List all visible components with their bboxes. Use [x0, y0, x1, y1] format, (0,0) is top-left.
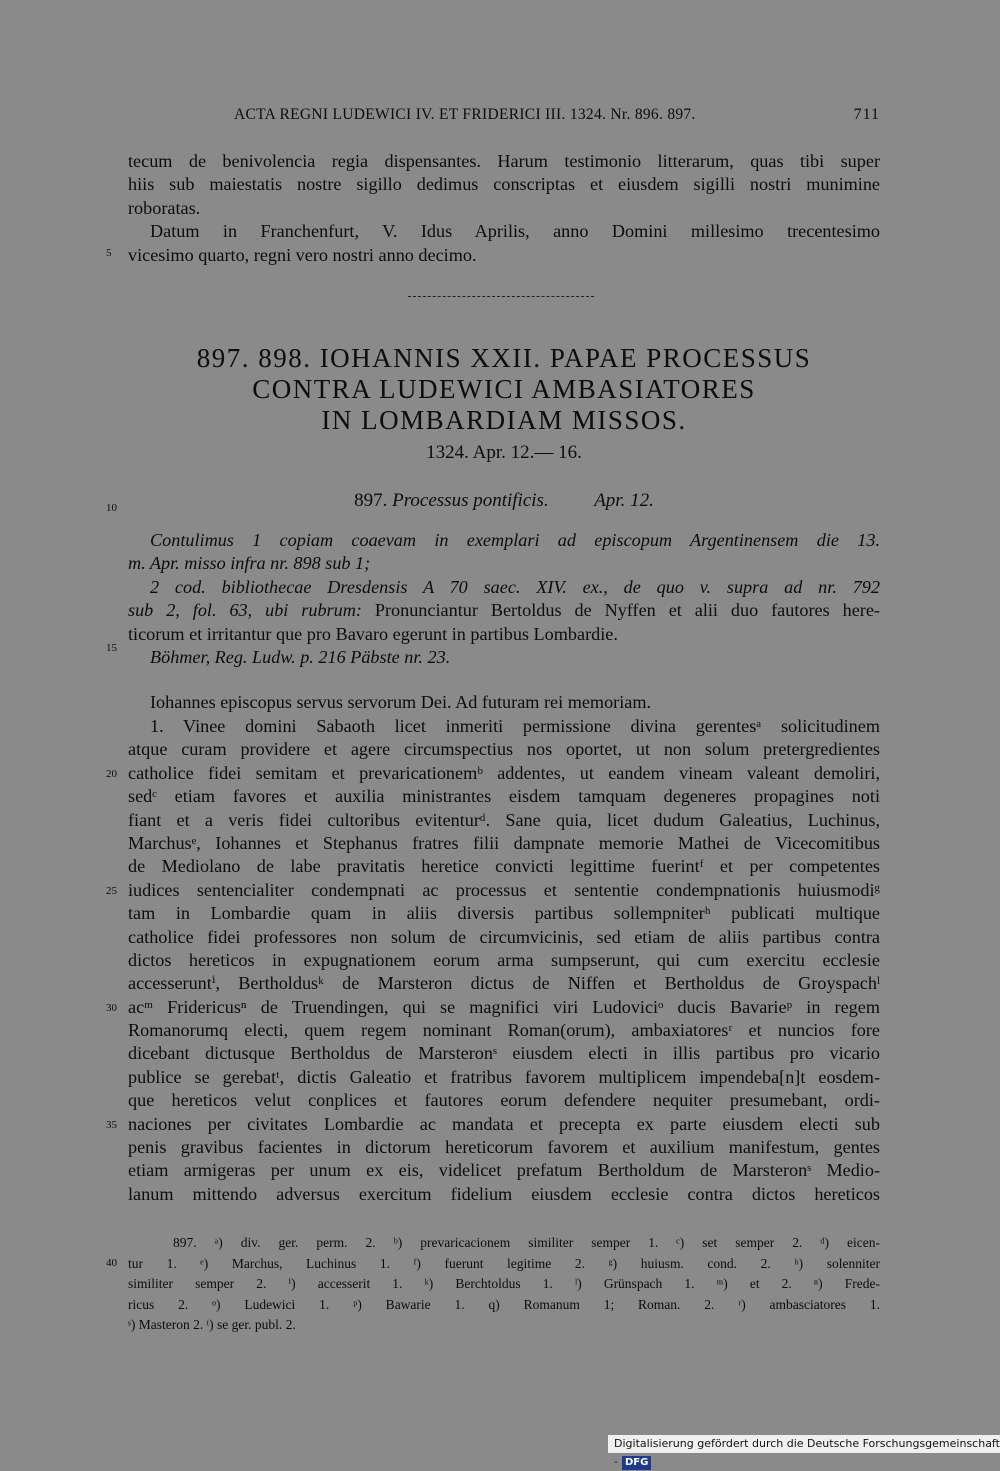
body-line: iudices sentencialiter condempnati ac processus et sententie condempnationis huiusmodiᵍ — [128, 879, 880, 900]
page-number: 711 — [853, 106, 880, 123]
line-number: 25 — [106, 885, 117, 897]
footnote-line: ricus 2. ᵒ) Ludewici 1. ᵖ) Bawarie 1. q) Romanum 1; Roman. 2. ʳ) ambasciatores 1. — [128, 1296, 880, 1312]
text-line: tecum de benivolencia regia dispensantes. Harum testimonio litterarum, quas tibi super — [128, 151, 880, 171]
source-line: m. Apr. misso infra nr. 898 sub 1; — [128, 553, 371, 574]
source-line: Contulimus 1 copiam coaevam in exemplari ad episcopum Argentinensem die 13. — [150, 530, 880, 550]
document-heading — [128, 490, 880, 512]
line-number: 5 — [106, 247, 112, 259]
body-line: dictos hereticos in expugnationem eorum arma sumpserunt, qui cum exercitu ecclesie — [128, 949, 880, 970]
dfg-logo: DFG — [622, 1456, 651, 1470]
document-number: 897. — [354, 490, 388, 511]
body-line: lanum mittendo adversus exercitum fidelium eiusdem ecclesie contra dictos hereticos — [128, 1183, 880, 1204]
footnote-line: tur 1. ᵉ) Marchus, Luchinus 1. ᶠ) fuerunt legitime 2. ᵍ) huiusm. cond. 2. ʰ) solenniter — [128, 1255, 880, 1271]
body-line: dicebant dictusque Bertholdus de Marsteronˢ eiusdem electi in illis partibus pro vicario — [128, 1043, 880, 1064]
source-rest: Pronunciantur Bertoldus de Nyffen et alii duo fautores here- — [361, 600, 880, 621]
body-line: tam in Lombardie quam in aliis diversis partibus sollempniterʰ publicati multique — [128, 903, 880, 924]
body-line: que hereticos velut conplices et fautores eorum defendere nequiter presumebant, ordi- — [128, 1090, 880, 1111]
body-line: 1. Vinee domini Sabaoth licet inmeriti permissione divina gerentesᵃ solicitudinem — [150, 716, 880, 736]
body-line: accesseruntⁱ, Bertholdusᵏ de Marsteron dictus de Niffen et Bertholdus de Groyspachˡ — [128, 973, 880, 994]
intro-line: Iohannes episcopus servus servorum Dei. Ad futuram rei memoriam. — [150, 692, 652, 712]
intro — [128, 691, 880, 714]
section-title-2: CONTRA LUDEWICI AMBASIATORES — [252, 374, 756, 404]
body-line: acᵐ Fridericusⁿ de Truendingen, qui se magnifici viri Ludoviciᵒ ducis Bavarieᵖ in regem — [128, 996, 880, 1017]
text-line: roboratas. — [128, 197, 201, 218]
source-notes — [128, 529, 880, 669]
text-line: vicesimo quarto, regni vero nostri anno decimo. — [128, 244, 477, 265]
footnote-line: ˢ) Masteron 2. ᵗ) se ger. publ. 2. — [128, 1317, 296, 1332]
main-text — [128, 715, 880, 1206]
top-paragraph — [128, 150, 880, 267]
section-title-3: IN LOMBARDIAM MISSOS. — [321, 405, 687, 435]
document-date: Apr. 12. — [594, 490, 654, 511]
body-line: atque curam providere et agere circumspectius nos oportet, ut non solum pretergredientes — [128, 739, 880, 760]
footnotes — [128, 1233, 880, 1336]
line-number: 15 — [106, 642, 117, 654]
body-line: fiant et a veris fidei cultoribus evitenturᵈ. Sane quia, licet dudum Galeatius, Luchinus, — [128, 809, 880, 830]
text-line: hiis sub maiestatis nostre sigillo dedimus conscriptas et eiusdem sigilli nostri munimine — [128, 174, 880, 195]
text-line: Datum in Franchenfurt, V. Idus Aprilis, anno Domini millesimo trecentesimo — [150, 221, 880, 242]
body-line: catholice fidei professores non solum de circumvicinis, sed etiam de aliis partibus contra — [128, 926, 880, 947]
body-line: Romanorumq electi, quem regem nominant Roman(orum), ambaxiatoresʳ et nuncios fore — [128, 1020, 880, 1041]
source-line — [128, 599, 880, 622]
line-number: 10 — [106, 502, 117, 514]
body-line: penis gravibus facientes in dictorum hereticorum favorem et auxilium manifestum, gentes — [128, 1137, 880, 1158]
body-line: de Mediolano de labe pravitatis heretice convicti legittime fuerintᶠ et per competentes — [128, 856, 880, 877]
body-line: naciones per civitates Lombardie ac mandata et precepta ex parte eiusdem electi sub — [128, 1113, 880, 1134]
body-line: Marchusᵉ, Iohannes et Stephanus fratres filii dampnate memorie Mathei de Vicecomitibus — [128, 832, 880, 853]
section-title-1: 897. 898. IOHANNIS XXII. PAPAE PROCESSUS — [196, 343, 812, 373]
source-line: Böhmer, Reg. Ludw. p. 216 Päbste nr. 23. — [150, 646, 451, 667]
source-italic: sub 2, fol. 63, ubi rubrum: — [128, 600, 362, 621]
running-title: ACTA REGNI LUDEWICI IV. ET FRIDERICI III. 1324. Nr. 896. 897. — [234, 106, 696, 123]
line-number: 30 — [106, 1002, 117, 1014]
source-line: ticorum et irritantur que pro Bavaro egerunt in partibus Lombardie. — [128, 623, 618, 644]
footer-text: Digitalisierung gefördert durch die Deutsche Forschungsgemeinschaft - — [614, 1437, 1000, 1468]
section-date: 1324. Apr. 12.— 16. — [426, 442, 582, 463]
document-label: Processus pontificis. — [392, 490, 549, 511]
line-number: 35 — [106, 1119, 117, 1131]
section-separator — [408, 296, 594, 299]
funding-footer — [608, 1435, 1000, 1468]
footnote-line: 897. ᵃ) div. ger. perm. 2. ᵇ) prevaricacionem similiter semper 1. ᶜ) set semper 2. ᵈ) eicen- — [173, 1235, 880, 1250]
source-line: 2 cod. bibliothecae Dresdensis A 70 saec. XIV. ex., de quo v. supra ad nr. 792 — [150, 576, 880, 597]
body-line: etiam armigeras per unum ex eis, videlicet prefatum Bertholdum de Marsteronˢ Medio- — [128, 1160, 880, 1181]
line-number: 20 — [106, 768, 117, 780]
body-line: publice se gerebatᵗ, dictis Galeatio et fratribus favorem multiplicem impendeba[n]t eosdem- — [128, 1066, 880, 1087]
body-line: catholice fidei semitam et prevaricationemᵇ addentes, ut eandem vineam valeant demoliri, — [128, 762, 880, 783]
line-number: 40 — [106, 1257, 117, 1269]
running-header — [128, 106, 880, 130]
body-line: sedᶜ etiam favores et auxilia ministrantes eisdem tamquam degeneres propagines noti — [128, 786, 880, 807]
footnote-line: similiter semper 2. ⁱ) accesserit 1. ᵏ) Berchtoldus 1. ˡ) Grünspach 1. ᵐ) et 2. ⁿ) Frede- — [128, 1276, 880, 1291]
